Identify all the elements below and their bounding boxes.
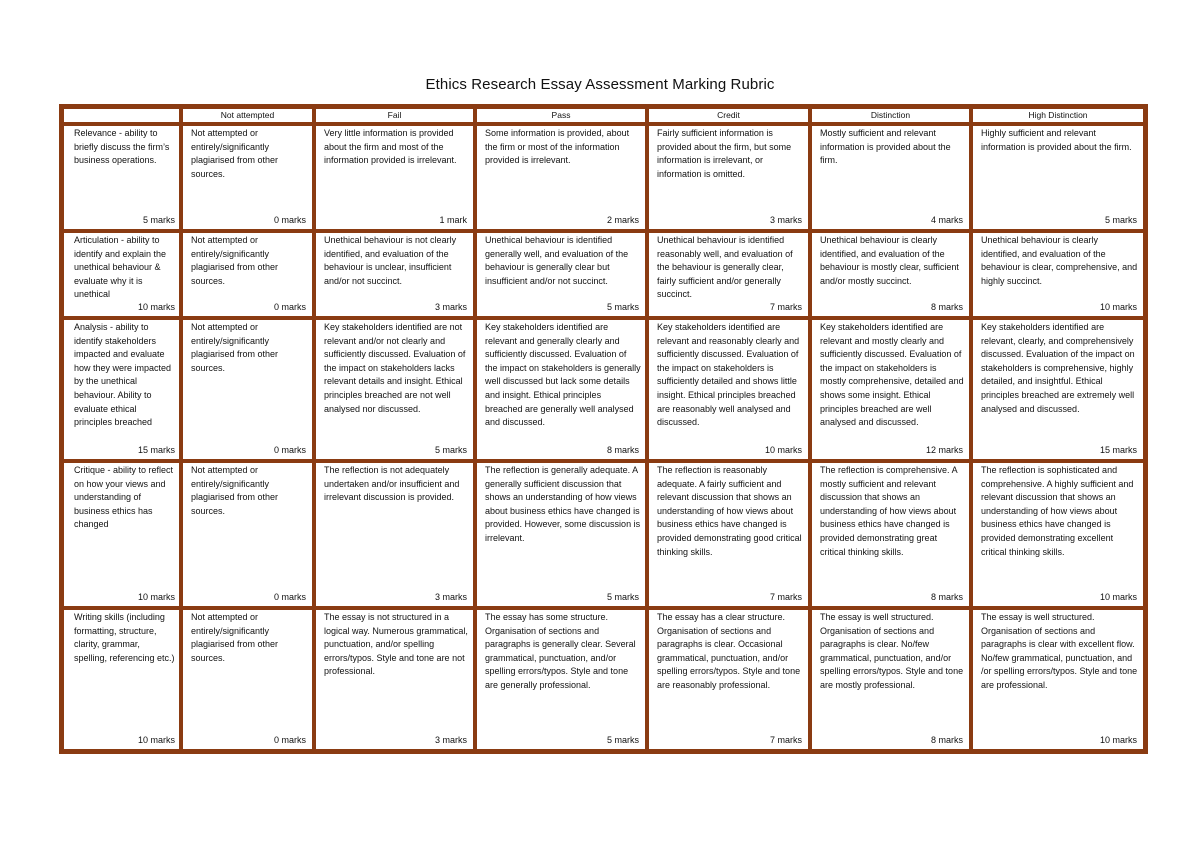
cell-marks: 1 mark bbox=[439, 215, 467, 225]
rubric-cell bbox=[181, 318, 314, 461]
rubric-cell bbox=[647, 461, 810, 608]
page-title: Ethics Research Essay Assessment Marking Rubric bbox=[425, 76, 775, 93]
rubric-cell bbox=[475, 124, 647, 231]
cell-text: Fairly sufficient information is provided about the firm, but some information is irrelevant, or information is omitted. bbox=[657, 128, 792, 179]
criterion-text: Critique - ability to reflect on how your views and understanding of business ethics has changed bbox=[74, 465, 174, 530]
rubric-cell bbox=[314, 124, 475, 231]
cell-marks: 3 marks bbox=[434, 592, 467, 602]
criterion-text: Writing skills (including formatting, structure, clarity, grammar, spelling, referencing etc.) bbox=[74, 612, 175, 663]
cell-text: The reflection is generally adequate. A generally sufficient discussion that shows an understanding of how views about business ethics have changed is provided. However, some discussion is irrelevant. bbox=[485, 465, 641, 543]
cell-marks: 0 marks bbox=[273, 445, 306, 455]
rubric-cell bbox=[647, 318, 810, 461]
criterion-cell bbox=[62, 231, 181, 318]
criterion-marks: 5 marks bbox=[142, 215, 175, 225]
criterion-text: Analysis - ability to identify stakeholders impacted and evaluate how they were impacted by the unethical behaviour. Ability to evaluate ethical principles breached bbox=[74, 322, 172, 428]
cell-text: The essay has some structure. Organisation of sections and paragraphs is generally clear. Several grammatical, punctuation, and/or spelling errors/typos. Style and tone are generally professional. bbox=[485, 612, 636, 690]
criterion-cell bbox=[62, 318, 181, 461]
rubric-cell bbox=[181, 231, 314, 318]
rubric-cell bbox=[475, 318, 647, 461]
cell-text: Some information is provided, about the firm or most of the information provided is irrelevant. bbox=[485, 128, 630, 166]
rubric-cell bbox=[810, 231, 971, 318]
cell-marks: 3 marks bbox=[434, 302, 467, 312]
cell-marks: 15 marks bbox=[1099, 445, 1137, 455]
criterion-cell bbox=[62, 608, 181, 751]
cell-text: The reflection is sophisticated and comprehensive. A highly sufficient and relevant discussion that shows an understanding of how views about business ethics have changed is provided demonstrating excellent critical thinking skills. bbox=[981, 465, 1134, 557]
header-blank bbox=[62, 107, 181, 124]
cell-text: The essay is well structured. Organisation of sections and paragraphs is clear with excellent flow. No/few grammatical, punctuation, and /or spelling errors/typos. Style and tone are professional. bbox=[981, 612, 1138, 690]
criterion-marks: 10 marks bbox=[137, 302, 175, 312]
cell-text: Unethical behaviour is identified generally well, and evaluation of the behaviour is generally clear but insufficient and/or not succinct. bbox=[485, 235, 629, 286]
table-row bbox=[62, 124, 1145, 231]
header-pass: Pass bbox=[475, 107, 647, 124]
header-distinction: Distinction bbox=[810, 107, 971, 124]
rubric-cell bbox=[181, 608, 314, 751]
cell-marks: 8 marks bbox=[930, 735, 963, 745]
cell-text: The reflection is not adequately undertaken and/or insufficient and irrelevant discussion is provided. bbox=[324, 465, 460, 503]
cell-text: Key stakeholders identified are relevant and mostly clearly and sufficiently discussed. Evaluation of the impact on stakeholders is mostly comprehensive, detailed and shows some insight. Ethical principles breached are well analysed and discussed. bbox=[820, 322, 964, 428]
cell-marks: 7 marks bbox=[769, 592, 802, 602]
cell-text: Very little information is provided about the firm and most of the information provided is irrelevant. bbox=[324, 128, 457, 166]
rubric-cell bbox=[475, 608, 647, 751]
header-high-distinction: High Distinction bbox=[971, 107, 1145, 124]
cell-text: Not attempted or entirely/significantly plagiarised from other sources. bbox=[191, 465, 279, 516]
cell-marks: 0 marks bbox=[273, 592, 306, 602]
rubric-cell bbox=[971, 318, 1145, 461]
rubric-cell bbox=[475, 461, 647, 608]
rubric-cell bbox=[181, 461, 314, 608]
table-row bbox=[62, 461, 1145, 608]
rubric-cell bbox=[810, 461, 971, 608]
rubric-table bbox=[59, 104, 1148, 754]
rubric-cell bbox=[181, 124, 314, 231]
cell-marks: 0 marks bbox=[273, 215, 306, 225]
criterion-cell bbox=[62, 461, 181, 608]
criterion-marks: 15 marks bbox=[137, 445, 175, 455]
cell-marks: 8 marks bbox=[930, 302, 963, 312]
cell-marks: 3 marks bbox=[769, 215, 802, 225]
header-credit: Credit bbox=[647, 107, 810, 124]
cell-marks: 10 marks bbox=[1099, 735, 1137, 745]
cell-text: Unethical behaviour is identified reasonably well, and evaluation of the behaviour is generally clear, fairly sufficient and/or generally succinct. bbox=[657, 235, 793, 300]
cell-marks: 5 marks bbox=[606, 592, 639, 602]
cell-marks: 12 marks bbox=[925, 445, 963, 455]
rubric-cell bbox=[647, 124, 810, 231]
cell-text: The reflection is comprehensive. A mostly sufficient and relevant discussion that shows an understanding of how views about business ethics have changed is provided demonstrating great critical thinking skills. bbox=[820, 465, 958, 557]
criterion-text: Articulation - ability to identify and explain the unethical behaviour & evaluate why it is unethical bbox=[74, 235, 167, 300]
rubric-cell bbox=[647, 608, 810, 751]
header-not-attempted: Not attempted bbox=[181, 107, 314, 124]
rubric-cell bbox=[314, 461, 475, 608]
rubric-cell bbox=[475, 231, 647, 318]
cell-marks: 7 marks bbox=[769, 735, 802, 745]
cell-marks: 0 marks bbox=[273, 302, 306, 312]
rubric-cell bbox=[314, 231, 475, 318]
header-row bbox=[62, 107, 1145, 124]
table-row bbox=[62, 318, 1145, 461]
rubric-cell bbox=[971, 608, 1145, 751]
cell-marks: 10 marks bbox=[1099, 592, 1137, 602]
rubric-cell bbox=[971, 461, 1145, 608]
cell-text: Not attempted or entirely/significantly plagiarised from other sources. bbox=[191, 612, 279, 663]
cell-text: Key stakeholders identified are relevant and generally clearly and sufficiently discussed. Evaluation of the impact on stakeholders is generally well discussed but lack some details and insight. Ethical principles breached are generally well analysed and discussed. bbox=[485, 322, 641, 428]
rubric-cell bbox=[810, 318, 971, 461]
cell-text: The reflection is reasonably adequate. A fairly sufficient and relevant discussion that shows an understanding of how views about business ethics have changed is provided demonstrating good critical thinking skills. bbox=[657, 465, 802, 557]
cell-text: Highly sufficient and relevant information is provided about the firm. bbox=[981, 128, 1132, 152]
cell-marks: 7 marks bbox=[769, 302, 802, 312]
cell-text: Not attempted or entirely/significantly plagiarised from other sources. bbox=[191, 128, 279, 179]
cell-marks: 5 marks bbox=[606, 302, 639, 312]
rubric-cell bbox=[314, 318, 475, 461]
cell-marks: 8 marks bbox=[606, 445, 639, 455]
rubric-cell bbox=[971, 231, 1145, 318]
cell-marks: 2 marks bbox=[606, 215, 639, 225]
cell-marks: 8 marks bbox=[930, 592, 963, 602]
cell-text: Unethical behaviour is clearly identified, and evaluation of the behaviour is mostly clear, sufficient and/or mostly succinct. bbox=[820, 235, 959, 286]
criterion-cell bbox=[62, 124, 181, 231]
cell-marks: 5 marks bbox=[434, 445, 467, 455]
rubric-cell bbox=[971, 124, 1145, 231]
cell-text: Not attempted or entirely/significantly plagiarised from other sources. bbox=[191, 235, 279, 286]
criterion-marks: 10 marks bbox=[137, 592, 175, 602]
cell-text: The essay has a clear structure. Organisation of sections and paragraphs is clear. Occasional grammatical, punctuation, and/or spelling errors/typos. Style and tone are reasonably professional. bbox=[657, 612, 801, 690]
cell-text: Unethical behaviour is clearly identified, and evaluation of the behaviour is clear, comprehensive, and highly succinct. bbox=[981, 235, 1138, 286]
header-fail: Fail bbox=[314, 107, 475, 124]
rubric-cell bbox=[810, 124, 971, 231]
cell-text: The essay is well structured. Organisation of sections and paragraphs is clear. No/few grammatical, punctuation, and/or spelling errors/typos. Style and tone are mostly professional. bbox=[820, 612, 964, 690]
cell-text: Key stakeholders identified are relevant, clearly, and comprehensively discussed. Evaluation of the impact on stakeholders is comprehensive, highly detailed, and insightful. Ethical principles breached are extremely well analysed and discussed. bbox=[981, 322, 1135, 414]
cell-text: Key stakeholders identified are not relevant and/or not clearly and sufficiently discussed. Evaluation of the impact on stakeholders lacks relevant details and insight. Ethical principles breached are not well analysed nor discussed. bbox=[324, 322, 466, 414]
cell-marks: 5 marks bbox=[606, 735, 639, 745]
rubric-cell bbox=[314, 608, 475, 751]
rubric-cell bbox=[647, 231, 810, 318]
cell-text: Unethical behaviour is not clearly identified, and evaluation of the behaviour is unclear, insufficient and/or not succinct. bbox=[324, 235, 457, 286]
cell-text: Mostly sufficient and relevant information is provided about the firm. bbox=[820, 128, 951, 166]
cell-marks: 10 marks bbox=[764, 445, 802, 455]
cell-text: Key stakeholders identified are relevant and reasonably clearly and sufficiently discussed. Evaluation of the impact on stakeholders is sufficiently detailed and shows little insight. Ethical principles breached are reasonably well analysed and discussed. bbox=[657, 322, 800, 428]
cell-text: The essay is not structured in a logical way. Numerous grammatical, punctuation, and/or spelling errors/typos. Style and tone are not professional. bbox=[324, 612, 468, 677]
table-row bbox=[62, 608, 1145, 751]
table-row bbox=[62, 231, 1145, 318]
criterion-marks: 10 marks bbox=[137, 735, 175, 745]
rubric-cell bbox=[810, 608, 971, 751]
cell-marks: 3 marks bbox=[434, 735, 467, 745]
cell-marks: 0 marks bbox=[273, 735, 306, 745]
criterion-text: Relevance - ability to briefly discuss the firm’s business operations. bbox=[74, 128, 170, 166]
cell-marks: 10 marks bbox=[1099, 302, 1137, 312]
cell-text: Not attempted or entirely/significantly plagiarised from other sources. bbox=[191, 322, 279, 373]
cell-marks: 5 marks bbox=[1104, 215, 1137, 225]
cell-marks: 4 marks bbox=[930, 215, 963, 225]
